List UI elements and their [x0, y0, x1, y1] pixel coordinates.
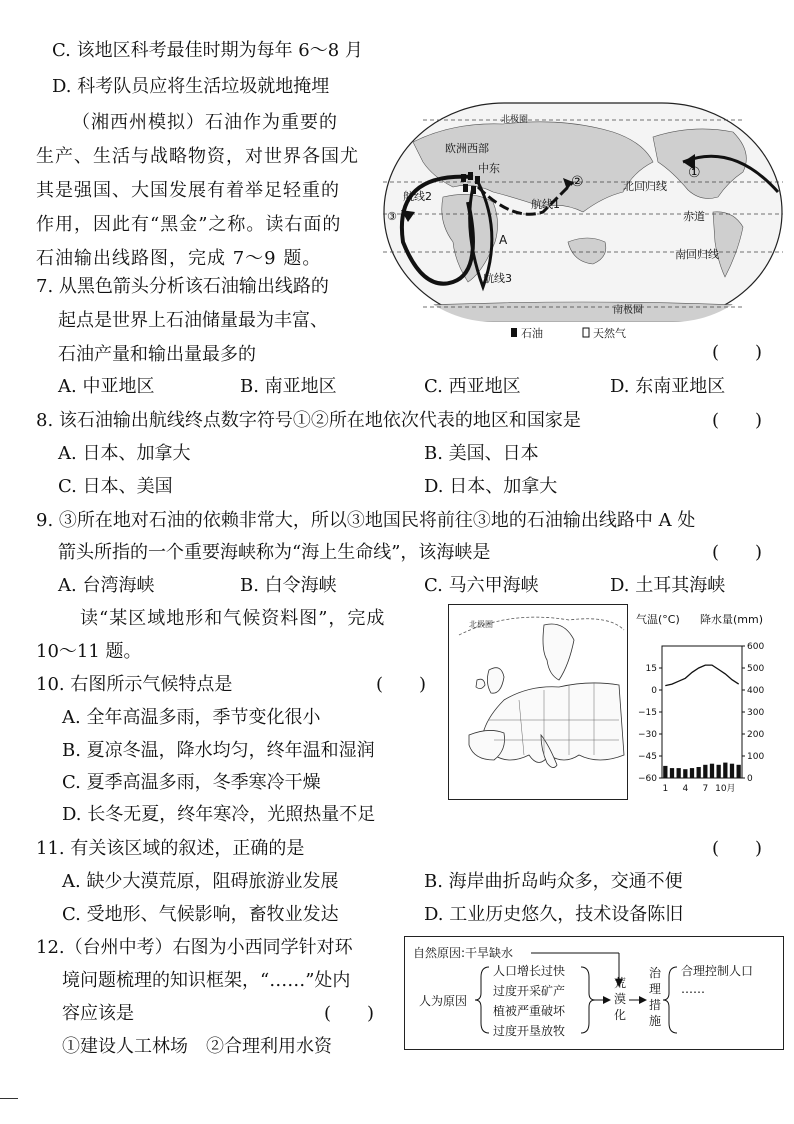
intro-line-1: （湘西州模拟）石油作为重要的 — [72, 112, 338, 133]
q9-option-d[interactable]: D. 土耳其海峡 — [610, 575, 726, 596]
intro-line-3: 其是强国、大国发展有着举足轻重的 — [36, 180, 340, 201]
temp-tick-label: 15 — [645, 664, 657, 674]
option-d-prev: D. 科考队员应将生活垃圾就地掩埋 — [52, 76, 330, 97]
q10-option-a[interactable]: A. 全年高温多雨，季节变化很小 — [62, 707, 321, 728]
route2-label: 航线2 — [403, 190, 432, 203]
svg-text:措: 措 — [648, 998, 662, 1012]
natural-cause-label: 自然原因:干旱缺水 — [413, 946, 514, 960]
q7-stem-3: 石油产量和输出量最多的 — [58, 344, 256, 365]
temp-tick-label: −30 — [638, 730, 657, 740]
temp-tick-label: −60 — [638, 774, 657, 784]
q9-option-c[interactable]: C. 马六甲海峡 — [424, 575, 539, 596]
precip-bar — [723, 763, 727, 778]
q10-option-b[interactable]: B. 夏凉冬温，降水均匀，终年温和湿润 — [62, 740, 375, 761]
europe-map — [448, 604, 628, 800]
month-tick-label: 7 — [702, 784, 709, 794]
q12-options: ①建设人工林场 ②合理利用水资 — [62, 1036, 332, 1057]
q7-stem-1: 7. 从黑色箭头分析该石油输出线路的 — [36, 276, 329, 297]
q7-option-a[interactable]: A. 中亚地区 — [58, 376, 155, 397]
q7-option-c[interactable]: C. 西亚地区 — [424, 376, 521, 397]
q8-stem: 8. 该石油输出航线终点数字符号①②所在地依次代表的地区和国家是 — [36, 410, 581, 431]
marker-1: ① — [688, 165, 701, 181]
marker-a: A — [499, 233, 508, 247]
q12-stem-1: 12.（台州中考）右图为小西同学针对环 — [36, 937, 353, 958]
precip-bar — [737, 765, 741, 778]
desertification-diagram — [404, 936, 784, 1050]
measure-1: 合理控制人口 — [681, 964, 754, 978]
q7-stem-2: 起点是世界上石油储量最为丰富、 — [58, 310, 328, 331]
q11-option-b[interactable]: B. 海岸曲折岛屿众多，交通不便 — [424, 871, 683, 892]
q12-stem-3: 容应该是 — [62, 1003, 134, 1024]
measure-2: …… — [681, 982, 705, 996]
precip-tick-label: 0 — [747, 774, 753, 784]
marker-3: ③ — [387, 210, 397, 223]
cause-4: 过度开垦放牧 — [493, 1024, 566, 1038]
mideast-label: 中东 — [478, 162, 500, 175]
q12-answer-blank[interactable]: ( ) — [324, 1003, 375, 1024]
oil-legend-label: 石油 — [521, 327, 543, 340]
gas-legend-icon — [583, 328, 589, 337]
month-tick-label: 4 — [682, 784, 689, 794]
human-cause-label: 人为原因 — [419, 994, 468, 1008]
tropic-north-label: 北回归线 — [623, 180, 667, 193]
equator-label: 赤道 — [683, 210, 705, 223]
temp-tick-label: 0 — [651, 686, 657, 696]
q7-option-d[interactable]: D. 东南亚地区 — [610, 376, 726, 397]
precip-tick-label: 500 — [747, 664, 765, 674]
precip-bar — [683, 769, 687, 778]
q11-option-d[interactable]: D. 工业历史悠久，技术设备陈旧 — [424, 904, 684, 925]
q8-answer-blank[interactable]: ( ) — [712, 410, 763, 431]
marker-2: ② — [571, 174, 584, 190]
temp-axis-title: 气温(°C) — [636, 613, 680, 626]
precip-bar — [670, 768, 674, 778]
temp-tick-label: −45 — [638, 752, 657, 762]
temperature-line — [665, 665, 738, 686]
precip-tick-label: 300 — [747, 708, 765, 718]
svg-text:荒: 荒 — [613, 976, 627, 990]
cause-3: 植被严重破坏 — [493, 1004, 566, 1018]
svg-text:漠: 漠 — [613, 992, 627, 1006]
q9-stem-2: 箭头所指的一个重要海峡称为“海上生命线”，该海峡是 — [58, 542, 491, 563]
arctic-label: 北极圈 — [501, 115, 529, 125]
precip-tick-label: 100 — [747, 752, 765, 762]
intro-line-5: 石油输出线路图，完成 7～9 题。 — [36, 248, 322, 269]
precip-bar — [717, 765, 721, 778]
q8-option-c[interactable]: C. 日本、美国 — [58, 476, 173, 497]
q10-option-d[interactable]: D. 长冬无夏，终年寒冷，光照热量不足 — [62, 804, 376, 825]
antarctic-label: 南极圈 — [613, 305, 643, 316]
precip-bar — [697, 767, 701, 778]
intro-line-4: 作用，因此有“黑金”之称。读右面的 — [36, 214, 342, 235]
q10-answer-blank[interactable]: ( ) — [376, 674, 427, 695]
climate-plot-frame — [662, 646, 742, 778]
q10-option-c[interactable]: C. 夏季高温多雨，冬季寒冷干燥 — [62, 772, 321, 793]
route1-label: 航线1 — [531, 198, 560, 211]
precip-bar — [663, 766, 667, 778]
europe-arctic-label: 北极圈 — [469, 620, 493, 629]
gas-legend-label: 天然气 — [593, 327, 626, 340]
svg-text:化: 化 — [613, 1008, 627, 1022]
precip-bar — [690, 768, 694, 778]
month-tick-label: 10月 — [715, 784, 736, 794]
precip-bar — [677, 768, 681, 778]
temp-tick-label: −15 — [638, 708, 657, 718]
month-tick-label: 1 — [662, 784, 669, 794]
precip-bar — [703, 765, 707, 778]
q8-option-d[interactable]: D. 日本、加拿大 — [424, 476, 558, 497]
q11-stem: 11. 有关该区域的叙述，正确的是 — [36, 838, 305, 859]
oil-route-map — [383, 102, 783, 352]
desertification-label — [614, 975, 626, 1022]
q9-stem-1: 9. ③所在地对石油的依赖非常大，所以③地国民将前往③地的石油输出线路中 A 处 — [36, 510, 696, 531]
q12-stem-2: 境问题梳理的知识框架，“……”处内 — [62, 970, 351, 991]
route3-label: 航线3 — [483, 272, 512, 285]
intro2-line-1: 读“某区域地形和气候资料图”，完成 — [80, 608, 386, 629]
q11-option-a[interactable]: A. 缺少大漠荒原，阻碍旅游业发展 — [62, 871, 339, 892]
q7-option-b[interactable]: B. 南亚地区 — [240, 376, 337, 397]
svg-text:理: 理 — [648, 982, 662, 996]
cause-1: 人口增长过快 — [493, 964, 566, 978]
svg-text:施: 施 — [648, 1014, 662, 1028]
cause-2: 过度开采矿产 — [493, 984, 566, 998]
precip-tick-label: 600 — [747, 642, 765, 652]
precip-bar — [710, 764, 714, 778]
q10-stem: 10. 右图所示气候特点是 — [36, 674, 233, 695]
q8-option-a[interactable]: A. 日本、加拿大 — [58, 443, 191, 464]
climate-chart — [632, 606, 782, 798]
precip-bar — [730, 764, 734, 778]
q11-option-c[interactable]: C. 受地形、气候影响，畜牧业发达 — [62, 904, 339, 925]
measures-label — [649, 966, 662, 1028]
q9-answer-blank[interactable]: ( ) — [712, 542, 763, 563]
page-edge-mark — [0, 1098, 18, 1099]
q9-option-a[interactable]: A. 台湾海峡 — [58, 575, 155, 596]
q7-answer-blank[interactable]: ( ) — [712, 342, 763, 363]
option-c-prev: C. 该地区科考最佳时期为每年 6～8 月 — [52, 40, 363, 61]
q8-option-b[interactable]: B. 美国、日本 — [424, 443, 539, 464]
intro2-line-2: 10～11 题。 — [36, 641, 142, 662]
precip-axis-title: 降水量(mm) — [700, 613, 764, 626]
precip-tick-label: 200 — [747, 730, 765, 740]
tropic-south-label: 南回归线 — [675, 248, 719, 261]
svg-text:治: 治 — [648, 966, 662, 980]
precip-tick-label: 400 — [747, 686, 765, 696]
europe-label: 欧洲西部 — [445, 142, 489, 155]
intro-line-2: 生产、生活与战略物资，对世界各国尤 — [36, 146, 359, 167]
q9-option-b[interactable]: B. 白令海峡 — [240, 575, 337, 596]
q11-answer-blank[interactable]: ( ) — [712, 838, 763, 859]
oil-legend-icon — [511, 328, 517, 337]
